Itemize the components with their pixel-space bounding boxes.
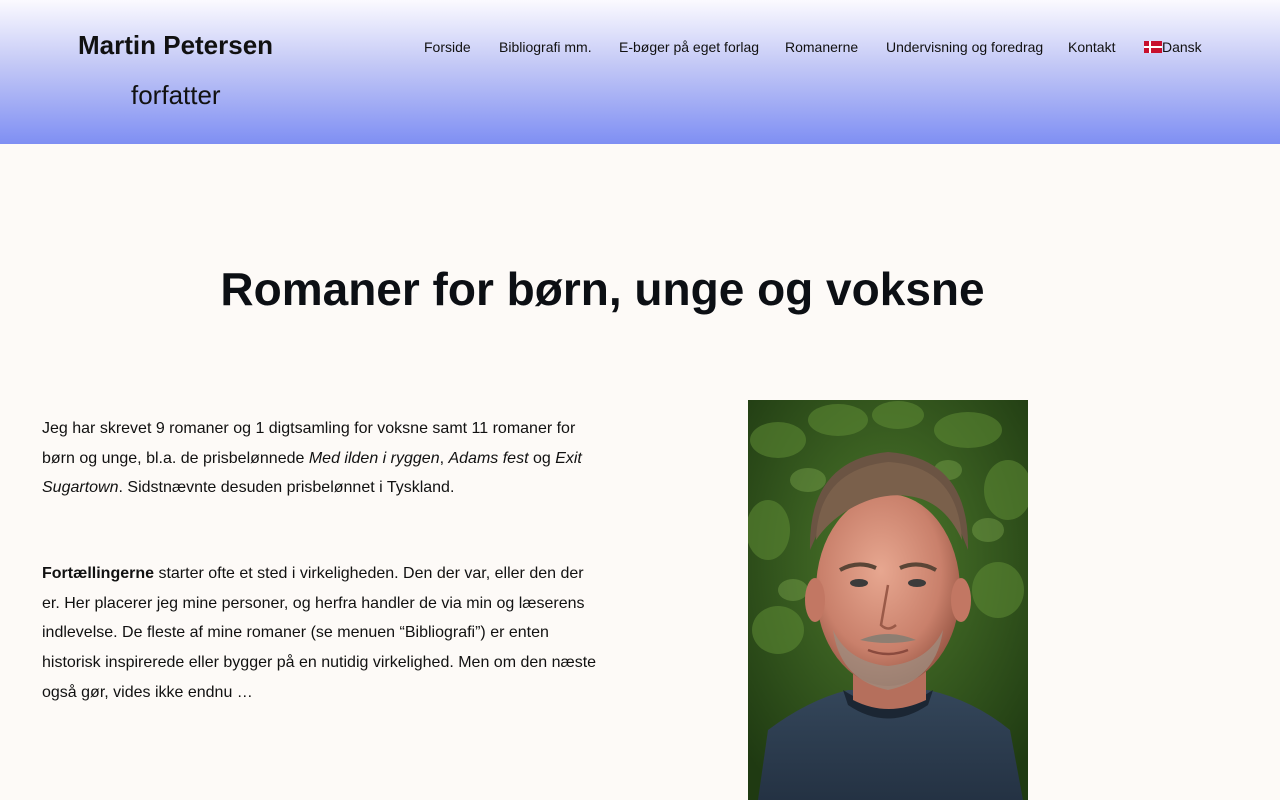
page-heading: Romaner for børn, unge og voksne [220,263,985,315]
intro-paragraph [42,414,598,503]
nav-item-romanerne[interactable]: Romanerne [785,39,859,55]
nav-item-forside[interactable]: Forside [424,39,471,55]
book-title-exit-sugartown: Exit Sugartown [42,449,582,497]
site-header [0,0,1280,144]
nav-item-bibliografi[interactable]: Bibliografi mm. [499,39,592,55]
author-portrait-image [748,400,1028,800]
intro-text-after: . Sidstnævnte desuden prisbelønnet i Tyskland. [118,479,455,497]
site-tagline: forfatter [131,80,221,110]
intro-sep-2: og [528,449,556,467]
stories-text: starter ofte et sted i virkeligheden. Den der var, eller den der er. Her placerer jeg mine personer, og herfra handler de via min og læserens indlevelse. De fleste af mine romaner (se menuen “Bibliografi”) er enten historisk inspirerede eller bygger på en nutidig virkelighed. Men om den næste også gør, vides ikke endnu … [42,565,597,701]
intro-sep-1: , [439,449,449,467]
nav-item-e-boger[interactable]: E-bøger på eget forlag [619,39,760,55]
language-switcher[interactable] [1144,38,1202,56]
site-title[interactable]: Martin Petersen [78,30,274,60]
danish-flag-icon [1144,41,1162,53]
language-label: Dansk [1162,39,1202,55]
nav-item-undervisning[interactable]: Undervisning og foredrag [886,39,1044,55]
stories-lead: Fortællingerne [42,565,155,582]
book-title-med-ilden-i-ryggen: Med ilden i ryggen [308,449,440,467]
stories-paragraph [42,559,598,708]
book-title-adams-fest: Adams fest [448,449,529,467]
intro-text-before: Jeg har skrevet 9 romaner og 1 digtsamling for voksne samt 11 romaner for børn og unge, bl.a. de prisbelønnede [42,420,576,467]
author-portrait [748,400,1028,800]
nav-item-kontakt[interactable]: Kontakt [1068,39,1116,55]
